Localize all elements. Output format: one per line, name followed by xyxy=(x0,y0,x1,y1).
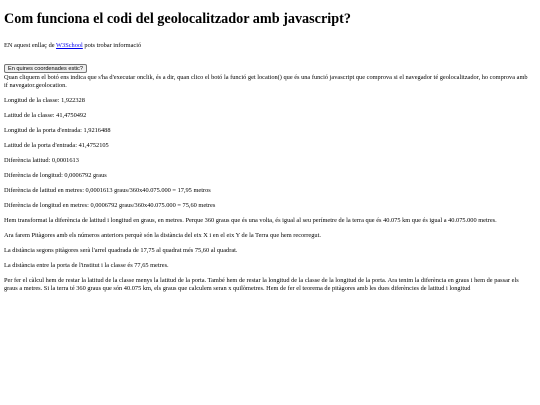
transformacio-paragraph: Hem transformat la diferència de latitud i longitud en graus, en metres. Perque 360 graus que és una volta, és igual al seu perímetre de la terra que és 40.075 km que és igual a 40.075.000 metres. xyxy=(4,217,497,224)
intro-text-before: EN aquest enllaç de xyxy=(4,42,57,49)
pitagores-paragraph: Ara farem Pitàgores amb els números anteriors perquè són la distància del eix X i en el eix Y de la Terra que hem recorregut. xyxy=(4,232,321,239)
diferencia-latitud-metres: Diferència de latitud en metres: 0,0001613 graus/360x40.075.000 = 17,95 metros xyxy=(4,187,211,194)
latitud-porta: Latitud de la porta d'entrada: 41,4752105 xyxy=(4,142,109,149)
diferencia-longitud-metres: Diferència de longitud en metres: 0,0006792 graus/360x40.075.000 = 75,60 metres xyxy=(4,202,216,209)
distancia-final-paragraph: La distància entre la porta de l'institut i la classe és 77,65 metres. xyxy=(4,262,169,269)
page-title: Com funciona el codi del geolocalitzador amb javascript? xyxy=(4,11,351,27)
intro-text-after: pots trobar informació xyxy=(82,42,142,49)
w3school-link[interactable]: W3School xyxy=(56,42,83,49)
distancia-segons-paragraph: La distància segons pitàgores serà l'arrel quadrada de 17,75 al quadrat més 75,60 al quadrat. xyxy=(4,247,238,254)
longitud-porta: Longitud de la porta d'entrada: 1,9216488 xyxy=(4,127,111,134)
explanation-paragraph: Quan cliquem el botó ens indica que s'ha d'executar onclik, és a dir, quan clico el botó la funció get location() que és una funció javascript que comprova si el navegador té geolocalitzador, ho comprova amb if navegator.geolocation. xyxy=(4,74,528,89)
button-row xyxy=(4,57,532,72)
longitud-classe: Longitud de la classe: 1,922328 xyxy=(4,97,85,104)
get-coordinates-button[interactable]: En quines coordenades estic? xyxy=(4,64,87,73)
calcul-final-paragraph: Per fer el càlcul hem de restar la latitud de la classe menys la latitud de la porta. També hem de restar la longitud de la classe de la longitud de la porta. Ara tenim la diferència en graus i hem de passar els graus a metres. Si la terra té 360 graus que són 40.075 km, els graus que calculem seran x quilòmetres. Hem de fer el teorema de pitàgores amb les dues diferències de latitud i longitud xyxy=(4,277,519,292)
latitud-classe: Latitud de la classe: 41,4750492 xyxy=(4,112,87,119)
diferencia-latitud: Diferència latitud: 0,0001613 xyxy=(4,157,79,164)
diferencia-longitud: Diferència de longitud: 0,0006792 graus xyxy=(4,172,107,179)
intro-paragraph xyxy=(4,42,532,50)
